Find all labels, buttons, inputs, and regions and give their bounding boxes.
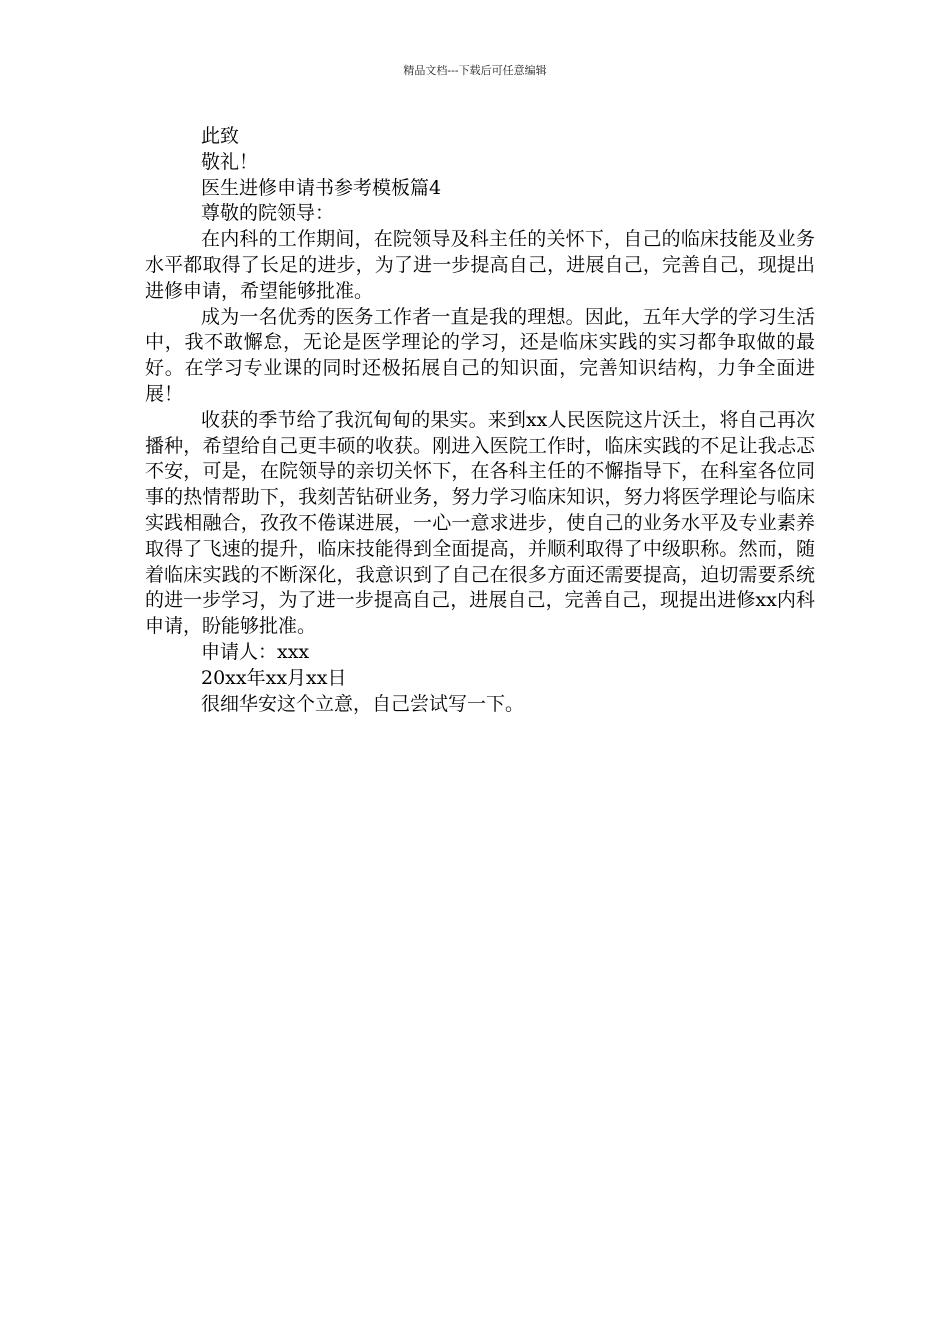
page-header: 精品文档---下载后可任意编辑 bbox=[403, 64, 547, 77]
section-title: 医生进修申请书参考模板篇4 bbox=[201, 176, 442, 199]
closing-line-1: 此致 bbox=[201, 125, 240, 147]
paragraph-1: 在内科的工作期间，在院领导及科主任的关怀下，自己的临床技能及业务水平都取得了长足的进步，为了进一步提高自己，进展自己，完善自己，现提出进修申请，希望能够批准。 bbox=[145, 228, 815, 302]
closing-line-2: 敬礼！ bbox=[201, 150, 259, 173]
salutation: 尊敬的院领导： bbox=[201, 202, 335, 225]
note-line: 很细华安这个立意，自己尝试写一下。 bbox=[201, 692, 525, 715]
paragraph-2: 成为一名优秀的医务工作者一直是我的理想。因此，五年大学的学习生活中，我不敢懈怠，无论是医学理论的学习，还是临床实践的实习都争取做的最好。在学习专业课的同时还极拓展自己的知识面，完善知识结构，力争全面进展！ bbox=[145, 305, 815, 405]
paragraph-3: 收获的季节给了我沉甸甸的果实。来到xx人民医院这片沃土，将自己再次播种，希望给自己更丰硕的收获。刚进入医院工作时，临床实践的不足让我忐忑不安，可是，在院领导的亲切关怀下，在各科主任的不懈指导下，在科室各位同事的热情帮助下，我刻苦钻研业务，努力学习临床知识，努力将医学理论与临床实践相融合，孜孜不倦谋进展，一心一意求进步，使自己的业务水平及专业素养取得了飞速的提升，临床技能得到全面提高，并顺利取得了中级职称。然而，随着临床实践的不断深化，我意识到了自己在很多方面还需要提高，迫切需要系统的进一步学习，为了进一步提高自己，进展自己，完善自己，现提出进修xx内科申请，盼能够批准。 bbox=[145, 408, 815, 638]
date-line: 20xx年xx月xx日 bbox=[201, 666, 347, 689]
applicant-line: 申请人：xxx bbox=[201, 640, 310, 663]
document-body bbox=[145, 124, 815, 717]
